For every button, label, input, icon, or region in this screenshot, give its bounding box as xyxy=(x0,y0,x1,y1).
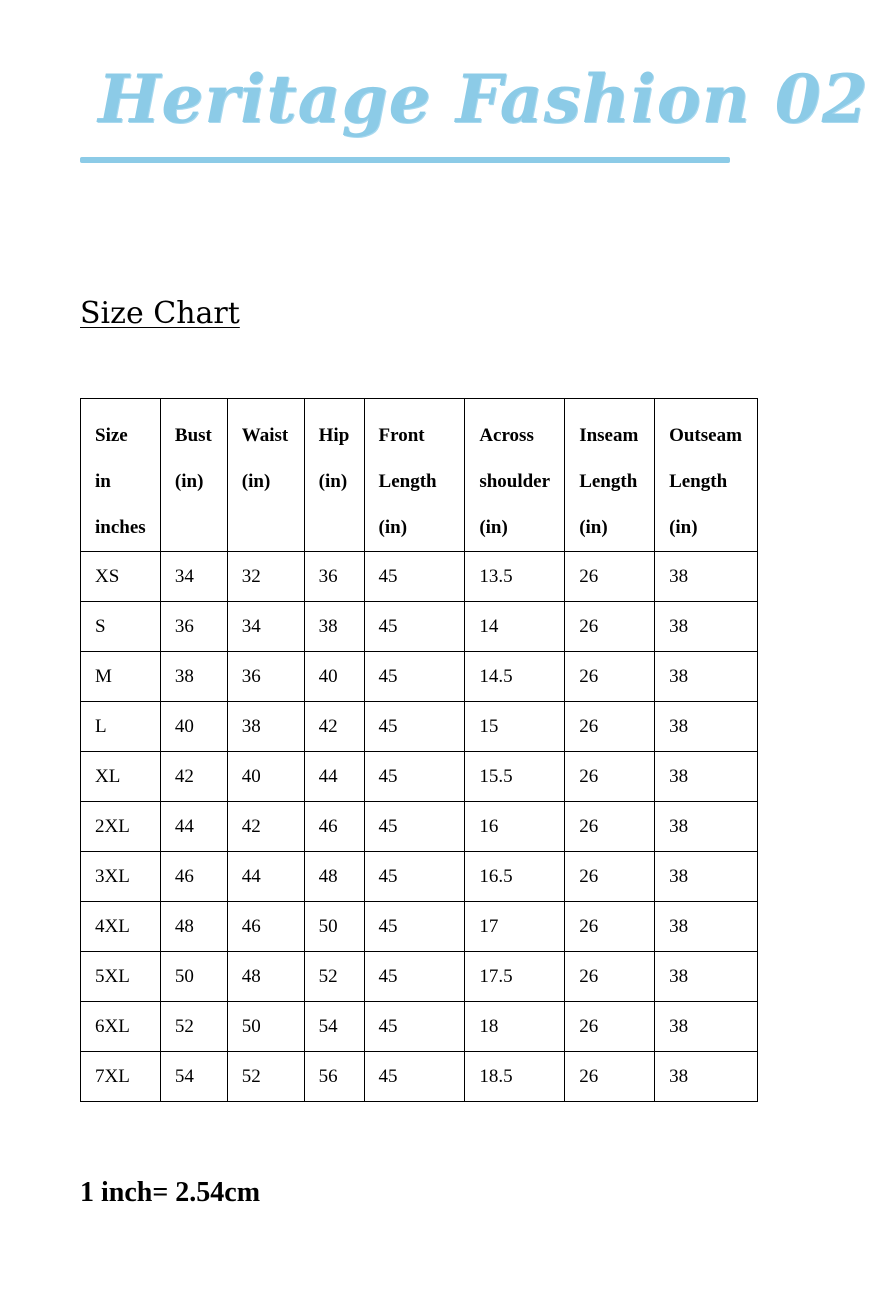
table-cell: 34 xyxy=(160,552,227,602)
column-header xyxy=(565,399,655,552)
table-cell: 38 xyxy=(655,902,758,952)
size-label-cell: 2XL xyxy=(81,802,161,852)
table-cell: 38 xyxy=(160,652,227,702)
table-cell: 14 xyxy=(465,602,565,652)
table-cell: 45 xyxy=(364,702,465,752)
table-cell: 38 xyxy=(655,752,758,802)
size-label-cell: 3XL xyxy=(81,852,161,902)
table-cell: 26 xyxy=(565,602,655,652)
table-cell: 16.5 xyxy=(465,852,565,902)
size-label-cell: 5XL xyxy=(81,952,161,1002)
brand-logo-text: Heritage Fashion 02 xyxy=(98,60,869,138)
table-cell: 40 xyxy=(160,702,227,752)
column-header-line: shoulder xyxy=(479,471,551,492)
column-header xyxy=(81,399,161,552)
brand-logo xyxy=(80,58,869,182)
table-cell: 38 xyxy=(655,952,758,1002)
table-cell: 42 xyxy=(304,702,364,752)
table-cell: 54 xyxy=(160,1052,227,1102)
table-row xyxy=(81,952,758,1002)
table-cell: 18 xyxy=(465,1002,565,1052)
table-row xyxy=(81,802,758,852)
table-cell: 42 xyxy=(160,752,227,802)
column-header-line: (in) xyxy=(378,517,408,538)
table-cell: 32 xyxy=(227,552,304,602)
table-header-row xyxy=(81,399,758,552)
column-header-line: Size xyxy=(95,425,128,446)
table-cell: 15.5 xyxy=(465,752,565,802)
table-cell: 44 xyxy=(304,752,364,802)
column-header-line: (in) xyxy=(479,517,508,538)
column-header xyxy=(227,399,304,552)
table-cell: 46 xyxy=(160,852,227,902)
column-header-line: (in) xyxy=(174,471,204,492)
table-row xyxy=(81,602,758,652)
table-row xyxy=(81,1052,758,1102)
table-cell: 26 xyxy=(565,702,655,752)
table-cell: 52 xyxy=(160,1002,227,1052)
column-header xyxy=(364,399,465,552)
column-header-line: Outseam xyxy=(669,425,742,446)
table-cell: 38 xyxy=(655,652,758,702)
table-cell: 45 xyxy=(364,752,465,802)
table-body xyxy=(81,552,758,1102)
table-cell: 46 xyxy=(227,902,304,952)
column-header-line: Length xyxy=(579,471,638,492)
column-header-line: Length xyxy=(669,471,728,492)
size-label-cell: 6XL xyxy=(81,1002,161,1052)
size-chart-table xyxy=(80,398,758,1102)
size-label-cell: S xyxy=(81,602,161,652)
table-cell: 52 xyxy=(304,952,364,1002)
table-cell: 45 xyxy=(364,602,465,652)
table-cell: 34 xyxy=(227,602,304,652)
table-cell: 52 xyxy=(227,1052,304,1102)
table-cell: 26 xyxy=(565,902,655,952)
table-cell: 45 xyxy=(364,552,465,602)
table-cell: 38 xyxy=(227,702,304,752)
column-header-line: inches xyxy=(95,517,146,538)
size-label-cell: M xyxy=(81,652,161,702)
table-cell: 48 xyxy=(304,852,364,902)
size-label-cell: XL xyxy=(81,752,161,802)
table-cell: 26 xyxy=(565,852,655,902)
table-cell: 36 xyxy=(304,552,364,602)
column-header-line: Length xyxy=(378,471,437,492)
table-cell: 45 xyxy=(364,652,465,702)
column-header xyxy=(304,399,364,552)
table-cell: 38 xyxy=(304,602,364,652)
table-cell: 48 xyxy=(227,952,304,1002)
size-label-cell: 7XL xyxy=(81,1052,161,1102)
table-cell: 15 xyxy=(465,702,565,752)
table-cell: 26 xyxy=(565,802,655,852)
column-header-line: (in) xyxy=(579,517,608,538)
column-header-line: in xyxy=(95,471,111,492)
table-cell: 50 xyxy=(304,902,364,952)
size-label-cell: 4XL xyxy=(81,902,161,952)
table-cell: 44 xyxy=(227,852,304,902)
table-row xyxy=(81,552,758,602)
table-cell: 48 xyxy=(160,902,227,952)
table-cell: 50 xyxy=(227,1002,304,1052)
table-cell: 40 xyxy=(304,652,364,702)
column-header xyxy=(160,399,227,552)
column-header-line: Waist xyxy=(241,425,289,446)
table-cell: 18.5 xyxy=(465,1052,565,1102)
table-row xyxy=(81,752,758,802)
table-cell: 44 xyxy=(160,802,227,852)
table-cell: 45 xyxy=(364,1002,465,1052)
size-label-cell: XS xyxy=(81,552,161,602)
table-cell: 26 xyxy=(565,952,655,1002)
table-cell: 38 xyxy=(655,1002,758,1052)
table-cell: 46 xyxy=(304,802,364,852)
column-header-line: (in) xyxy=(241,471,271,492)
column-header-line: Bust xyxy=(174,425,212,446)
column-header xyxy=(465,399,565,552)
column-header-line: (in) xyxy=(318,471,348,492)
table-row xyxy=(81,702,758,752)
column-header xyxy=(655,399,758,552)
table-cell: 50 xyxy=(160,952,227,1002)
size-label-cell: L xyxy=(81,702,161,752)
table-cell: 56 xyxy=(304,1052,364,1102)
table-cell: 45 xyxy=(364,802,465,852)
table-cell: 26 xyxy=(565,1002,655,1052)
table-cell: 54 xyxy=(304,1002,364,1052)
table-cell: 26 xyxy=(565,1052,655,1102)
column-header-line: Inseam xyxy=(579,425,639,446)
column-header-line: (in) xyxy=(669,517,698,538)
table-cell: 38 xyxy=(655,852,758,902)
table-row xyxy=(81,902,758,952)
table-cell: 40 xyxy=(227,752,304,802)
table-cell: 17.5 xyxy=(465,952,565,1002)
table-cell: 38 xyxy=(655,702,758,752)
table-cell: 36 xyxy=(160,602,227,652)
table-cell: 45 xyxy=(364,1052,465,1102)
page-title: Size Chart xyxy=(80,296,240,331)
table-cell: 17 xyxy=(465,902,565,952)
column-header-line: Hip xyxy=(318,425,350,446)
table-cell: 26 xyxy=(565,552,655,602)
table-cell: 16 xyxy=(465,802,565,852)
table-cell: 36 xyxy=(227,652,304,702)
table-cell: 45 xyxy=(364,952,465,1002)
table-row xyxy=(81,852,758,902)
table-cell: 14.5 xyxy=(465,652,565,702)
column-header-line: Across xyxy=(479,425,534,446)
table-row xyxy=(81,1002,758,1052)
table-cell: 38 xyxy=(655,802,758,852)
brand-logo-underline xyxy=(80,157,730,163)
table-row xyxy=(81,652,758,702)
table-cell: 26 xyxy=(565,752,655,802)
column-header-line: Front xyxy=(378,425,425,446)
table-cell: 26 xyxy=(565,652,655,702)
table-cell: 45 xyxy=(364,902,465,952)
table-cell: 13.5 xyxy=(465,552,565,602)
table-cell: 45 xyxy=(364,852,465,902)
table-cell: 38 xyxy=(655,602,758,652)
table-cell: 38 xyxy=(655,1052,758,1102)
table-cell: 38 xyxy=(655,552,758,602)
conversion-note: 1 inch= 2.54cm xyxy=(80,1177,261,1208)
table-cell: 42 xyxy=(227,802,304,852)
